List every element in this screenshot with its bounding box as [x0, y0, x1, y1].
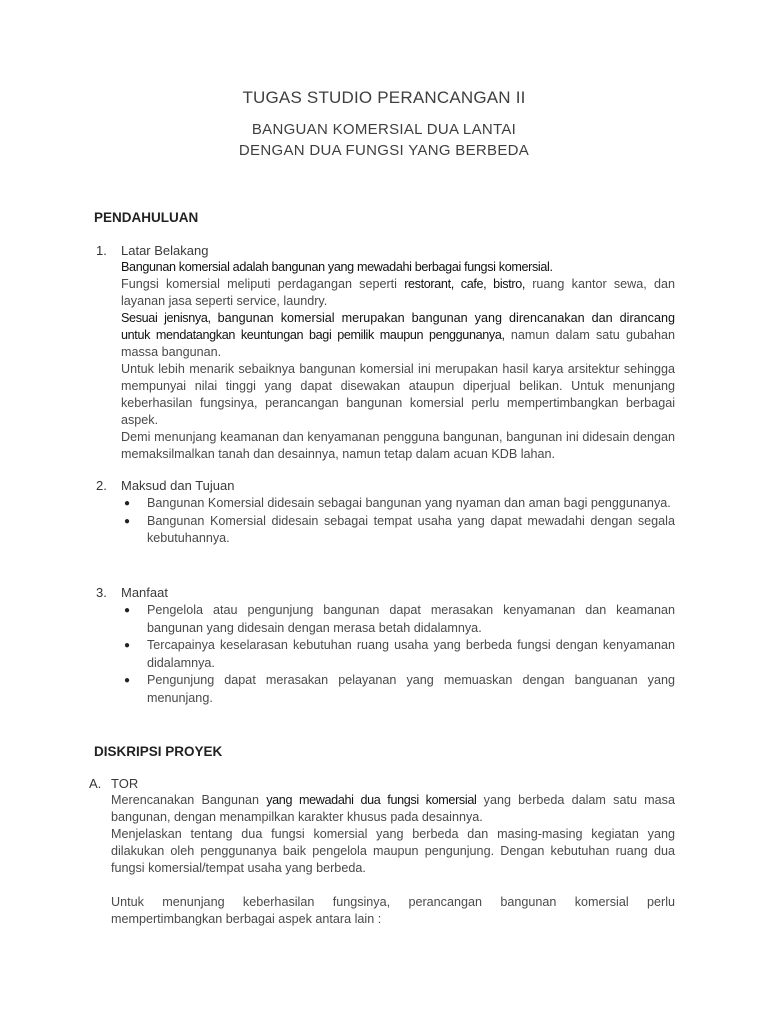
document-title: TUGAS STUDIO PERANCANGAN II	[242, 88, 526, 107]
item-title-latar: Latar Belakang	[121, 243, 209, 258]
tor-p1-part-c: yang berbeda dalam satu masa bangunan, dengan menampilkan karakter khusus pada desainnya.	[111, 793, 675, 824]
document-subtitle-line1: BANGUAN KOMERSIAL DUA LANTAI	[251, 121, 517, 138]
bullet-text: Bangunan Komersial didesain sebagai bangunan yang nyaman dan aman bagi penggunanya.	[147, 496, 671, 510]
latar-p2-part-b: restorant, cafe, bistro,	[404, 277, 526, 291]
latar-p2-part-a: Fungsi komersial meliputi perdagangan seperti	[121, 277, 405, 291]
list-item	[122, 637, 675, 672]
bullet-icon: ●	[124, 515, 131, 527]
latar-paragraph-5: Demi menunjang keamanan dan kenyamanan pengguna bangunan, bangunan ini didesain dengan memaksilmalkan tanah dan desainnya, namun tetap dalam acuan KDB lahan.	[121, 430, 675, 461]
item-title-tor: TOR	[111, 776, 139, 791]
item-letter-tor: A.	[89, 776, 102, 791]
bullet-text: Pengelola atau pengunjung bangunan dapat merasakan kenyamanan dan keamanan bangunan yang didesain dengan merasa betah didalamnya.	[147, 603, 675, 635]
tor-p1-part-b: yang mewadahi dua fungsi komersial	[266, 793, 477, 807]
latar-belakang-text	[121, 259, 675, 463]
list-item	[122, 672, 675, 707]
maksud-bullet-list	[122, 495, 675, 548]
bullet-icon: ●	[124, 605, 131, 616]
tor-paragraph-2: Menjelaskan tentang dua fungsi komersial yang berbeda dan masing-masing kegiatan yang dilakukan oleh penggunanya baik pengelola maupun pengunjung. Dengan kebutuhan ruang dua fungsi komersial/tempat usaha yang berbeda.	[111, 827, 675, 875]
manfaat-bullet-list	[122, 602, 675, 707]
tor-p1-part-a: Merencanakan Bangunan	[111, 793, 267, 807]
item-number-manfaat: 3.	[96, 585, 107, 600]
bullet-icon: ●	[124, 675, 131, 686]
bullet-text: Bangunan Komersial didesain sebagai tempat usaha yang dapat mewadahi dengan segala kebutuhannya.	[147, 513, 675, 545]
document-subtitle-line2: DENGAN DUA FUNGSI YANG BERBEDA	[238, 142, 530, 159]
tor-paragraph-1	[111, 792, 675, 826]
latar-p3-part-b: bangunan komersial merupakan bangunan yang direncanakan dan dirancang	[210, 311, 675, 325]
bullet-icon: ●	[124, 640, 131, 651]
latar-paragraph-3	[121, 310, 675, 361]
list-item	[122, 513, 675, 548]
bullet-text: Tercapainya keselarasan kebutuhan ruang usaha yang berbeda fungsi dengan kenyamanan didalamnya.	[147, 638, 675, 670]
list-item	[122, 602, 675, 637]
tor-text	[111, 792, 675, 928]
latar-p3-part-c: untuk mendatangkan keuntungan bagi pemilik maupun penggunanya,	[121, 328, 505, 342]
item-number-latar: 1.	[96, 243, 107, 258]
latar-paragraph-2	[121, 276, 675, 310]
latar-p3-part-a: Sesuai jenisnya,	[121, 311, 211, 325]
latar-paragraph-4: Untuk lebih menarik sebaiknya bangunan komersial ini merupakan hasil karya arsitektur sehingga mempunyai nilai tinggi yang dapat disewakan ataupun diperjual belikan. Untuk menunjang keberhasilan fungsinya, perancangan bangunan komersial perlu mempertimbangkan berbagai aspek.	[121, 362, 675, 427]
list-item	[122, 495, 675, 513]
bullet-icon: ●	[124, 498, 131, 509]
item-title-manfaat: Manfaat	[121, 585, 168, 600]
tor-paragraph-3: Untuk menunjang keberhasilan fungsinya, perancangan bangunan komersial perlu mempertimbangkan berbagai aspek antara lain :	[111, 895, 675, 926]
bullet-text: Pengunjung dapat merasakan pelayanan yang memuaskan dengan banguanan yang menunjang.	[147, 673, 675, 705]
latar-p2-part-c: ruang kantor sewa, dan layanan jasa seperti service, laundry.	[121, 277, 675, 308]
item-number-maksud: 2.	[96, 478, 107, 493]
item-title-maksud: Maksud dan Tujuan	[121, 478, 235, 493]
latar-p3-part-d: namun dalam satu gubahan massa bangunan.	[121, 328, 675, 359]
latar-line1: Bangunan komersial adalah bangunan yang mewadahi berbagai fungsi komersial.	[121, 260, 553, 274]
section-heading-diskripsi: DISKRIPSI PROYEK	[94, 744, 223, 759]
section-heading-pendahuluan: PENDAHULUAN	[94, 210, 199, 225]
